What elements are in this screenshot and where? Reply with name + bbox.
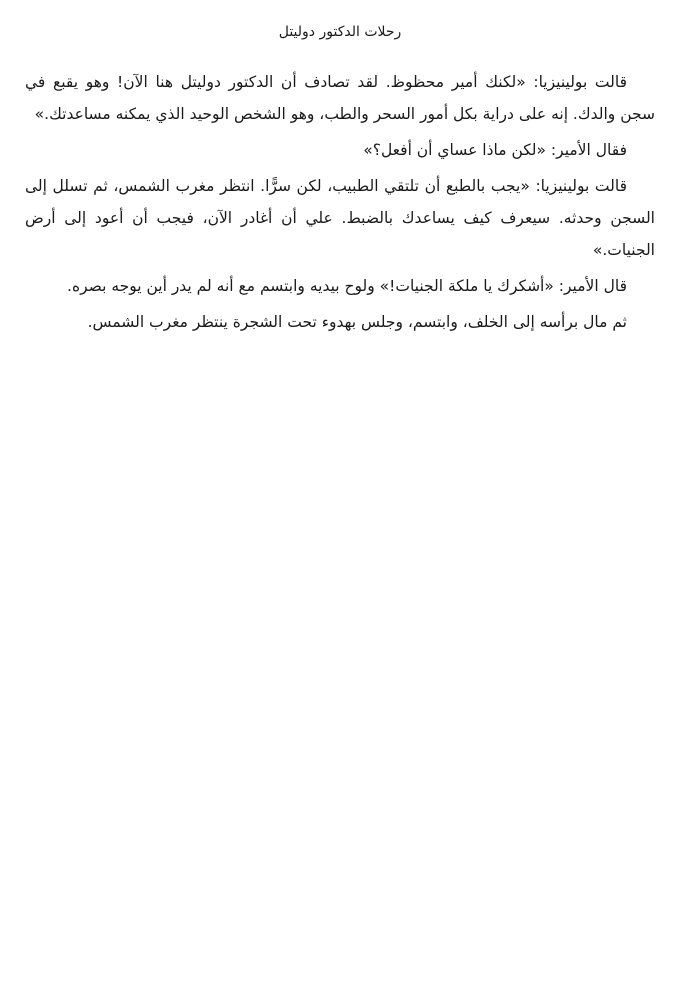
paragraph: ثم مال برأسه إلى الخلف، وابتسم، وجلس بهدوء تحت الشجرة ينتظر مغرب الشمس. xyxy=(87,313,627,331)
paragraph: قالت بولينيزيا: «يجب بالطبع أن تلتقي الطبيب، لكن سرًّا. انتظر مغرب الشمس، ثم تسلل إلى السجن وحدثه. سيعرف كيف يساعدك بالضبط. علي أن أغادر الآن، فيجب أن أعود إلى أرض الجنيات.» xyxy=(25,177,655,259)
paragraph: قال الأمير: «أشكرك يا ملكة الجنيات!» ولوح بيديه وابتسم مع أنه لم يدر أين يوجه بصره. xyxy=(67,277,627,295)
paragraph: قالت بولينيزيا: «لكنك أمير محظوظ. لقد تصادف أن الدكتور دوليتل هنا الآن! وهو يقبع في سجن والدك. إنه على دراية بكل أمور السحر والطب، وهو الشخص الوحيد الذي يمكنه مساعدتك.» xyxy=(25,73,655,123)
running-header-title: رحلات الدكتور دوليتل xyxy=(278,24,402,40)
story-text xyxy=(25,66,655,338)
paragraph: فقال الأمير: «لكن ماذا عساي أن أفعل؟» xyxy=(363,141,627,159)
